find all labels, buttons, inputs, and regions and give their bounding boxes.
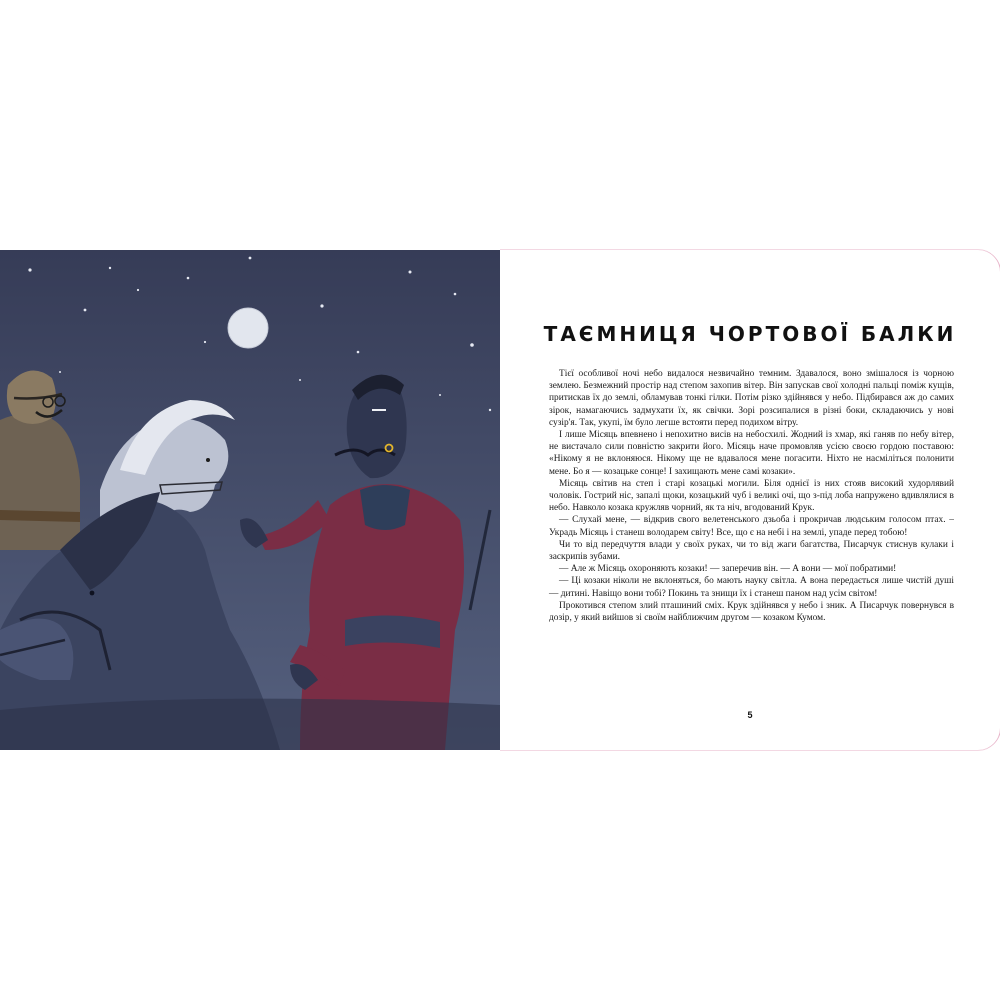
paragraph: — Ці козаки ніколи не вклоняться, бо мають науку світла. А вона передається лише чистій душі — дитині. Навіщо вони тобі? Покинь та знищи їх і станеш паном над усім світом! — [549, 576, 954, 599]
text-page — [500, 250, 1000, 750]
steppe-ground — [0, 699, 500, 750]
chapter-title: ТАЄМНИЦЯ ЧОРТОВОЇ БАЛКИ — [543, 322, 957, 346]
paragraph: Місяць світив на степ і старі козацькі могили. Біля однієї із них стояв високий худорлявий чоловік. Гострий ніс, запалі щоки, козацький чуб і великі очі, що з-під лоба напружено вдивлялися в небо. Навколо козака кружляв чорний, як та ніч, вгодований Крук. — [549, 478, 954, 514]
story-text — [549, 368, 954, 624]
paragraph: Тієї особливої ночі небо видалося незвичайно темним. Здавалося, воно змішалося із чорною землею. Безмежний простір над степом захопив вітер. Він запускав свої холодні пальці поміж кущів, притискав їх до землі, обламував тонкі гілки. Потім різко здійнявся у небо. Підбирався аж до самих зірок, намагаючись задмухати їх, як свічки. Зорі розсипалися в різні боки, складаючись у нові сузір'я. Так, укупі, їм було легше встояти перед подихом вітру. — [549, 369, 954, 428]
cossacks-night-illustration — [0, 250, 500, 750]
paragraph: — Але ж Місяць охороняють козаки! — заперечив він. — А вони — мої побратими! — [559, 564, 897, 575]
page-number: 5 — [747, 710, 753, 720]
paragraph: Прокотився степом злий пташиний сміх. Крук здійнявся у небо і зник. А Писарчук повернувся в дозір, у який вийшов зі своїм найближчим другом — козаком Кумом. — [549, 600, 954, 624]
moon — [228, 308, 268, 348]
paragraph: — Слухай мене, — відкрив свого велетенського дзьоба і прокричав людським голосом птах. – Украдь Місяць і станеш володарем світу! Все, що є на небі і на землі, упаде перед тобою! — [549, 515, 954, 538]
paragraph: І лише Місяць впевнено і непохитно висів на небосхилі. Жодний із хмар, які ганяв по небу вітер, не вистачало сили повністю закрити його. Місяць наче промовляв усією своєю гордою поставою: «Нікому я не вклоняюся. Нікому ще не вдавалося мене погасити. Ніхто не насміліться полонити мене. Бо я — козацьке сонце! І захищають мене самі козаки». — [549, 430, 954, 477]
book-spread — [0, 250, 1000, 750]
illustration-panel — [0, 250, 500, 750]
paragraph: Чи то від передчуття влади у своїх руках, чи то від жаги багатства, Писарчук стиснув кулаки і заскрипів зубами. — [549, 539, 954, 563]
